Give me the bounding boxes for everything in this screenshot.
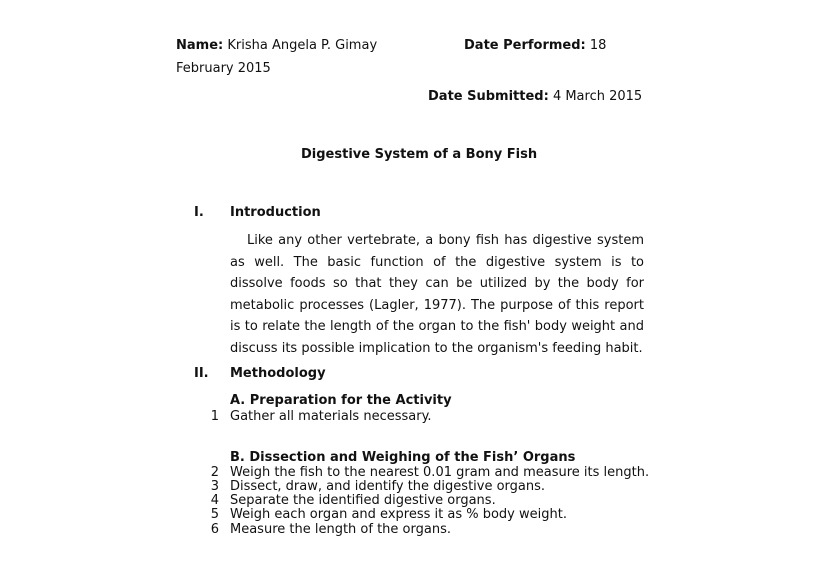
date-submitted-label: Date Submitted: — [428, 89, 549, 104]
introduction-paragraph: Like any other vertebrate, a bony fish has digestive system as well. The basic function of the digestive system is to dissolve foods so that they can be utilized by the body for metabolic processes (Lagler, 1977). The purpose of this report is to relate the length of the organ to the fish' body weight and discuss its possible implication to the organism's feeding habit. — [230, 233, 644, 356]
section-heading-methodology: Methodology — [230, 366, 326, 381]
list-item: Separate the identified digestive organs. — [230, 493, 496, 508]
list-item: Measure the length of the organs. — [230, 522, 451, 537]
list-item-number: 5 — [210, 507, 219, 522]
list-item-number: 1 — [210, 409, 219, 424]
name-label: Name: — [176, 38, 224, 53]
subsection-title: B. Dissection and Weighing of the Fish’ Organs — [230, 450, 576, 465]
list-item: Weigh the fish to the nearest 0.01 gram and measure its length. — [230, 465, 650, 480]
name-value: Krisha Angela P. Gimay — [227, 38, 378, 53]
section-numeral: II. — [194, 366, 209, 381]
list-item-number: 3 — [210, 479, 219, 494]
list-item: Gather all materials necessary. — [230, 409, 432, 424]
date-submitted-value: 4 March 2015 — [552, 89, 643, 104]
section-heading-introduction: Introduction — [230, 205, 321, 220]
list-item: Dissect, draw, and identify the digestive organs. — [230, 479, 546, 494]
date-performed-value: 18 — [589, 38, 607, 53]
list-item-number: 4 — [210, 493, 219, 508]
document-title: Digestive System of a Bony Fish — [301, 147, 538, 162]
date-performed-label: Date Performed: — [464, 38, 586, 53]
list-item: Weigh each organ and express it as % body weight. — [230, 507, 567, 522]
section-numeral: I. — [194, 205, 204, 220]
list-item-number: 2 — [210, 465, 219, 480]
subsection-title: A. Preparation for the Activity — [230, 393, 452, 408]
name-line — [176, 38, 377, 54]
date-performed-continued: February 2015 — [176, 61, 271, 76]
list-item-number: 6 — [210, 522, 219, 537]
date-performed-line — [464, 38, 606, 54]
date-submitted-line — [428, 89, 642, 105]
